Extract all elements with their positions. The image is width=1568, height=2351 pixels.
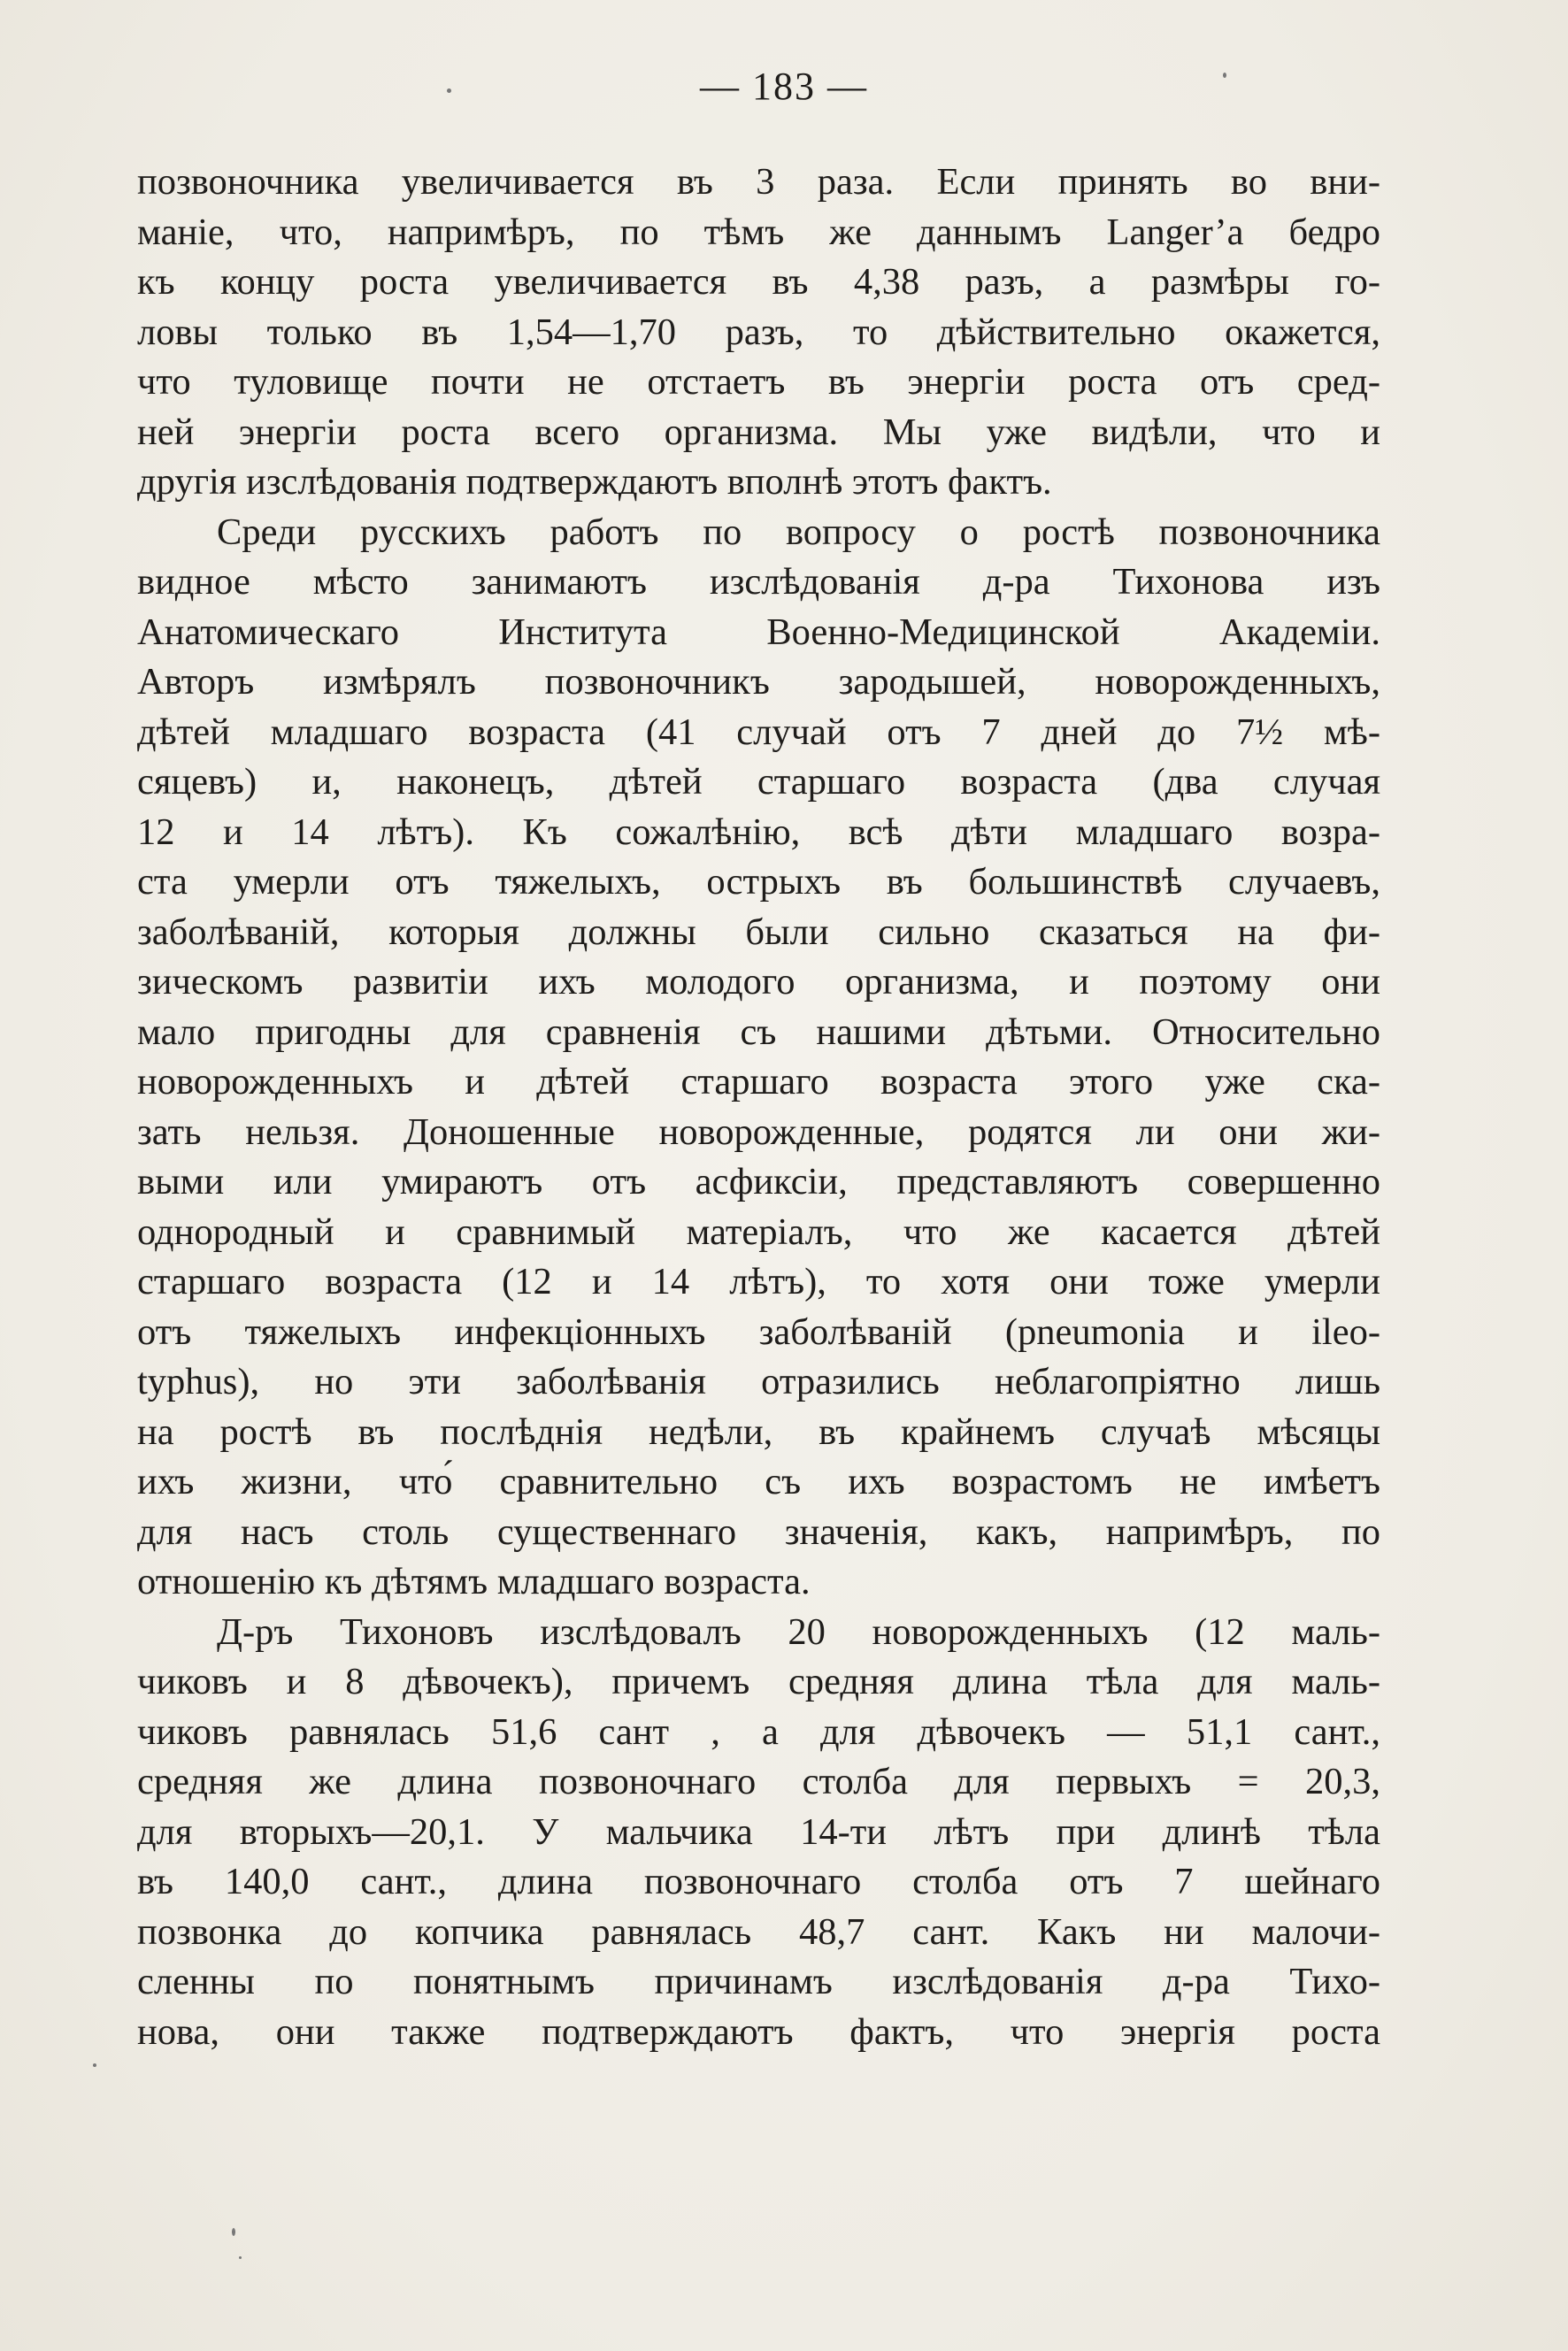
text-line: маніе, что, напримѣръ, по тѣмъ же даннымъ Langer’a бедро	[137, 211, 1380, 253]
paper-speck	[239, 2256, 242, 2259]
text-line: 12 и 14 лѣтъ). Къ сожалѣнію, всѣ дѣти младшаго возра-	[137, 811, 1380, 853]
text-line: мало пригодны для сравненія съ нашими дѣтьми. Относительно	[137, 1010, 1380, 1053]
text-line: Анатомическаго Института Военно-Медицинской Академіи.	[137, 611, 1380, 653]
text-line: зическомъ развитіи ихъ молодого организма, и поэтому они	[137, 961, 1380, 1003]
text-line: ней энергіи роста всего организма. Мы уже видѣли, что и	[137, 411, 1380, 453]
text-line: Авторъ измѣрялъ позвоночникъ зародышей, новорожденныхъ,	[137, 661, 1380, 703]
text-line: чиковъ равнялась 51,6 сант , а для дѣвочекъ — 51,1 сант.,	[137, 1710, 1380, 1753]
text-line: видное мѣсто занимаютъ изслѣдованія д-ра Тихонова изъ	[137, 561, 1380, 603]
paragraph-1	[137, 158, 1380, 508]
text-line: typhus), но эти заболѣванія отразились неблагопріятно лишь	[137, 1361, 1380, 1402]
text-line: ихъ жизни, что́ сравнительно съ ихъ возрастомъ не имѣетъ	[137, 1461, 1380, 1502]
text-line: для вторыхъ—20,1. У мальчика 14-ти лѣтъ при длинѣ тѣла	[137, 1810, 1380, 1853]
text-line: Д-ръ Тихоновъ изслѣдовалъ 20 новорожденныхъ (12 маль-	[217, 1610, 1380, 1653]
paper-speck	[93, 2063, 96, 2067]
text-line: сленны по понятнымъ причинамъ изслѣдованія д-ра Тихо-	[137, 1961, 1380, 2002]
text-line: позвонка до копчика равнялась 48,7 сант. Какъ ни малочи-	[137, 1910, 1380, 1953]
paper-speck	[447, 88, 451, 93]
text-line: ста умерли отъ тяжелыхъ, острыхъ въ большинствѣ случаевъ,	[137, 861, 1380, 903]
paper-speck	[1223, 73, 1226, 78]
text-line: къ концу роста увеличивается въ 4,38 разъ, а размѣры го-	[137, 261, 1380, 303]
page-number: — 183 —	[700, 65, 868, 108]
paragraph-3	[137, 1608, 1380, 2058]
text-line: отношенію къ дѣтямъ младшаго возраста.	[137, 1561, 811, 1602]
text-line: что туловище почти не отстаетъ въ энергіи роста отъ сред-	[137, 361, 1380, 403]
body-text	[137, 158, 1380, 2057]
text-line: нова, они также подтверждаютъ фактъ, что энергія роста	[137, 2010, 1380, 2053]
text-line: старшаго возраста (12 и 14 лѣтъ), то хотя они тоже умерли	[137, 1261, 1380, 1302]
text-line: новорожденныхъ и дѣтей старшаго возраста этого уже ска-	[137, 1061, 1380, 1103]
text-line: средняя же длина позвоночнаго столба для первыхъ = 20,3,	[137, 1761, 1380, 1802]
text-line: дѣтей младшаго возраста (41 случай отъ 7 дней до 7½ мѣ-	[137, 711, 1380, 753]
text-line: другія изслѣдованія подтверждаютъ вполнѣ этотъ фактъ.	[137, 461, 1052, 503]
text-line: на ростѣ въ послѣднія недѣли, въ крайнемъ случаѣ мѣсяцы	[137, 1410, 1380, 1453]
paper-speck	[232, 2228, 235, 2236]
text-line: выми или умираютъ отъ асфиксіи, представляютъ совершенно	[137, 1161, 1380, 1202]
text-line: сяцевъ) и, наконецъ, дѣтей старшаго возраста (два случая	[137, 761, 1380, 803]
text-line: ловы только въ 1,54—1,70 разъ, то дѣйствительно окажется,	[137, 311, 1380, 353]
text-line: чиковъ и 8 дѣвочекъ), причемъ средняя длина тѣла для маль-	[137, 1661, 1380, 1702]
text-line: въ 140,0 сант., длина позвоночнаго столба отъ 7 шейнаго	[137, 1861, 1380, 1902]
paragraph-2	[137, 508, 1380, 1608]
text-line: зать нельзя. Доношенные новорожденные, родятся ли они жи-	[137, 1110, 1380, 1153]
text-line: заболѣваній, которыя должны были сильно сказаться на фи-	[137, 910, 1380, 953]
text-line: для насъ столь существеннаго значенія, какъ, напримѣръ, по	[137, 1510, 1380, 1553]
text-line: однородный и сравнимый матеріалъ, что же касается дѣтей	[137, 1210, 1380, 1253]
text-line: Среди русскихъ работъ по вопросу о ростѣ позвоночника	[217, 511, 1380, 553]
text-line: позвоночника увеличивается въ 3 раза. Если принять во вни-	[137, 161, 1380, 203]
text-line: отъ тяжелыхъ инфекціонныхъ заболѣваній (pneumonia и ileo-	[137, 1310, 1380, 1353]
